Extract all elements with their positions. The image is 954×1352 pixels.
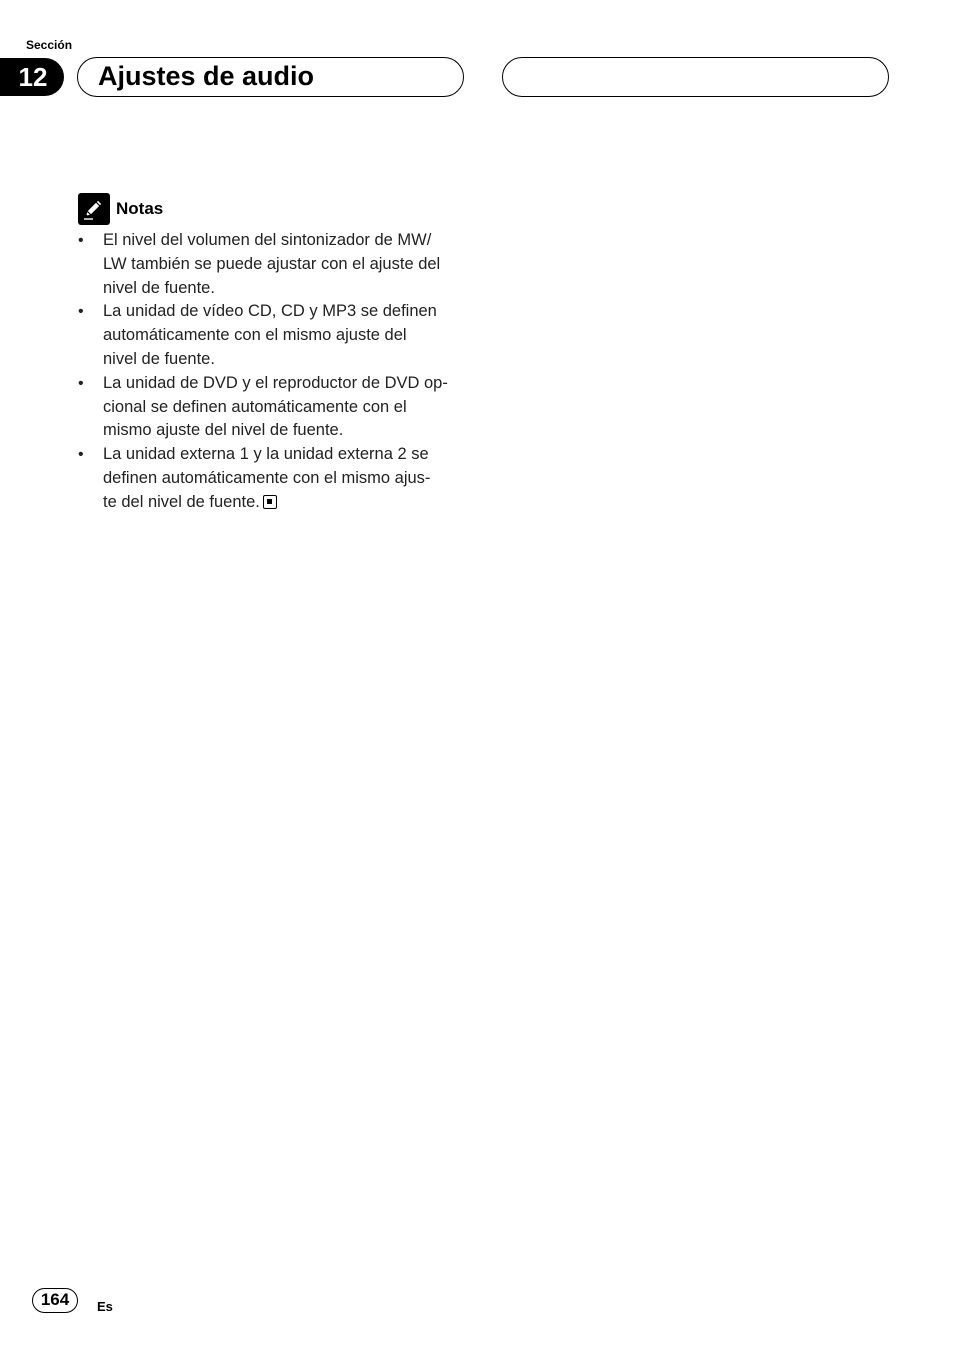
notes-header bbox=[78, 192, 163, 226]
note-line: nivel de fuente. bbox=[103, 349, 215, 368]
note-last-line bbox=[103, 491, 470, 515]
language-code: Es bbox=[97, 1299, 113, 1314]
note-line: nivel de fuente. bbox=[103, 278, 215, 297]
right-header-pill bbox=[502, 57, 889, 97]
bullet-icon: • bbox=[78, 232, 84, 249]
note-line: automáticamente con el mismo ajuste del bbox=[103, 326, 407, 345]
note-line: La unidad de DVD y el reproductor de DVD op- bbox=[103, 373, 448, 392]
note-line: definen automáticamente con el mismo ajus- bbox=[103, 468, 431, 487]
note-line: cional se definen automáticamente con el bbox=[103, 397, 407, 416]
section-number-badge: 12 bbox=[0, 58, 64, 96]
page-title: Ajustes de audio bbox=[98, 61, 315, 91]
list-item bbox=[78, 443, 470, 514]
pencil-icon bbox=[78, 193, 110, 225]
notes-title: Notas bbox=[116, 199, 164, 218]
bullet-icon: • bbox=[78, 303, 84, 321]
list-item bbox=[78, 372, 470, 443]
list-item bbox=[78, 229, 470, 300]
bullet-icon: • bbox=[78, 446, 84, 464]
notes-list bbox=[78, 229, 470, 515]
note-line: El nivel del volumen del sintonizador de MW/ bbox=[103, 231, 432, 249]
note-line-text: te del nivel de fuente. bbox=[103, 492, 260, 511]
list-item bbox=[78, 300, 470, 371]
section-label: Sección bbox=[26, 38, 73, 52]
note-line: mismo ajuste del nivel de fuente. bbox=[103, 421, 344, 440]
page-number: 164 bbox=[32, 1288, 78, 1313]
bullet-icon: • bbox=[78, 374, 84, 392]
note-line: LW también se puede ajustar con el ajuste del bbox=[103, 254, 441, 273]
note-line: La unidad de vídeo CD, CD y MP3 se definen bbox=[103, 302, 437, 321]
end-of-section-icon bbox=[263, 495, 277, 509]
title-pill bbox=[77, 57, 464, 97]
note-line: La unidad externa 1 y la unidad externa 2 se bbox=[103, 445, 429, 464]
